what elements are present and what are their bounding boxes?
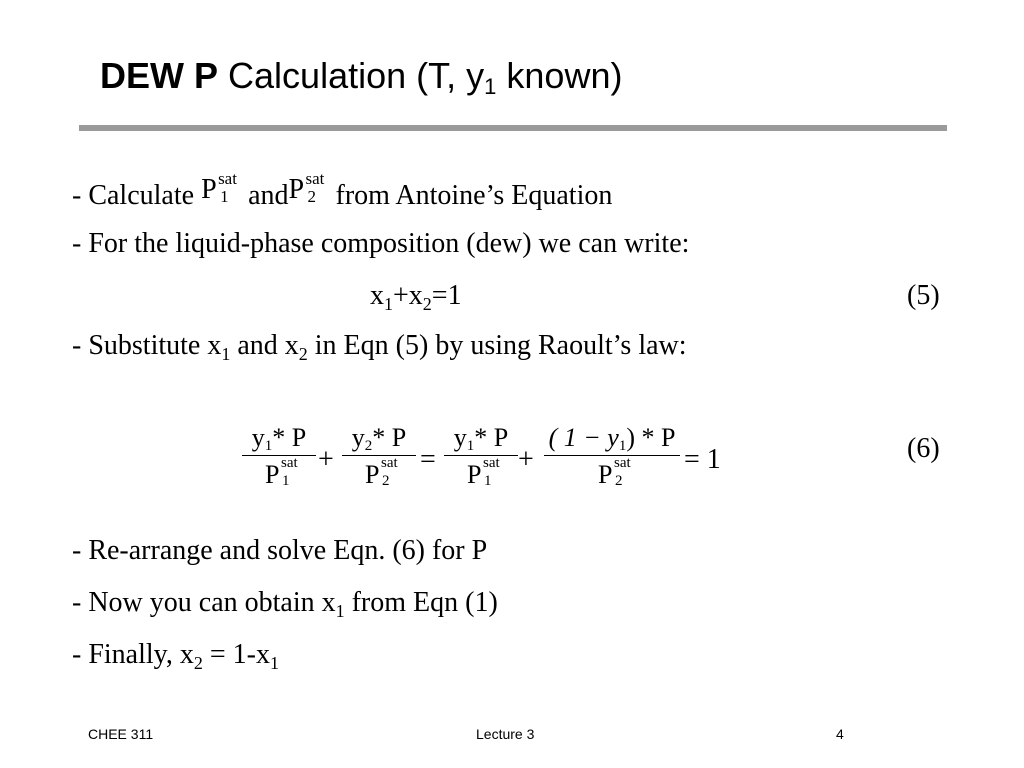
p1-sat: P sat 1: [201, 169, 237, 206]
title-end: known): [506, 55, 623, 96]
eq6-plus-2: +: [518, 444, 534, 475]
eq6-term-4: ( $1 - y_1) * P$ P sat 2: [544, 425, 680, 492]
eq6-term-2: $y_2*$ P P sat 2: [342, 425, 416, 492]
footer-lecture: Lecture 3: [476, 726, 535, 742]
footer-course: CHEE 311: [88, 726, 154, 742]
footer-page-number: 4: [836, 726, 844, 742]
eq6-plus-1: +: [318, 444, 334, 475]
title-bold: DEW P: [100, 55, 219, 96]
p2-sat: P sat 2: [288, 169, 325, 206]
eq6-term-3: $y_1*$ P P sat 1: [444, 425, 518, 492]
bullet-substitute: - Substitute $x_1$ and $x_2$ in Eqn (5) by using Raoult’s law:: [72, 330, 687, 364]
eq6-rhs: = 1: [684, 444, 721, 475]
slide-title: [100, 55, 623, 99]
equation-5-number: (5): [907, 280, 940, 311]
bullet-calculate: - Calculate P sat 1 and P sat 2 from Antoine’s Equation: [72, 169, 613, 211]
title-divider: [79, 125, 947, 131]
equation-5: $x_1+x_2=1$: [370, 280, 462, 314]
title-subscript: 1: [484, 74, 497, 99]
bullet-finally: - Finally, $x_2 = 1-x_1$: [72, 639, 279, 673]
eq6-equals: =: [420, 444, 436, 475]
bullet-obtain-x1: - Now you can obtain $x_1$ from Eqn (1): [72, 587, 498, 621]
eq6-term-1: $y_1*$ P P sat 1: [242, 425, 316, 492]
title-text: Calculation (T, y: [228, 55, 485, 96]
equation-6-number: (6): [907, 433, 940, 464]
bullet-liquid-phase: - For the liquid-phase composition (dew) we can write:: [72, 228, 690, 259]
bullet-rearrange: - Re-arrange and solve Eqn. (6) for P: [72, 535, 488, 566]
